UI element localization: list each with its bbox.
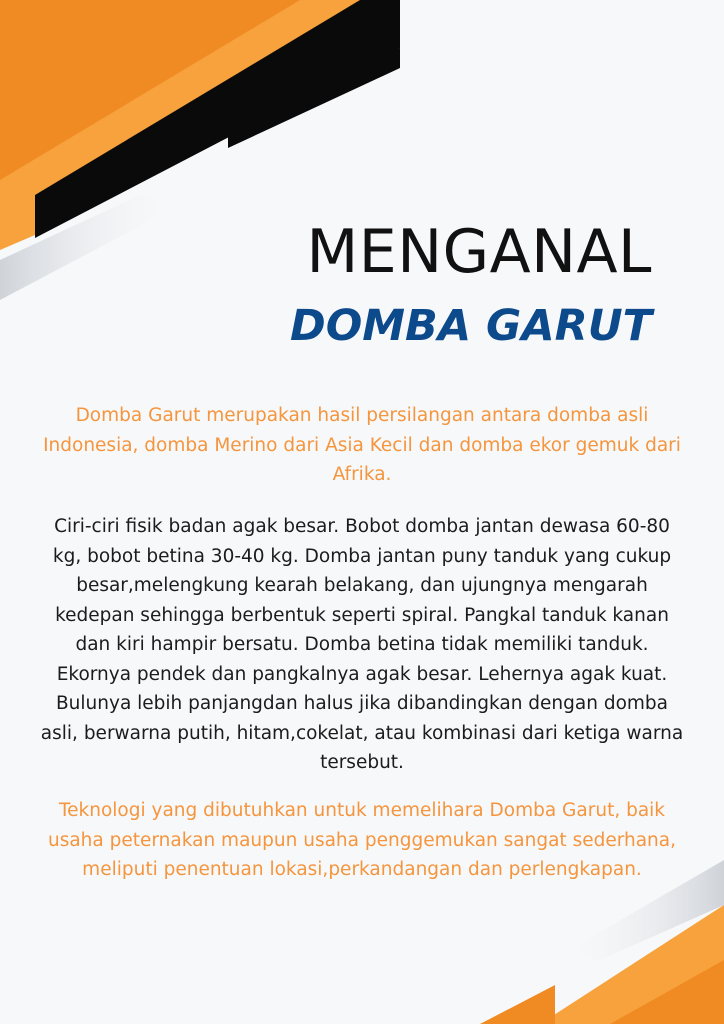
page-subtitle: DOMBA GARUT xyxy=(290,301,652,351)
traits-paragraph: Ciri-ciri fisik badan agak besar. Bobot domba jantan dewasa 60-80 kg, bobot betina 30-40 kg. Domba jantan puny tanduk yang cukup besar,melengkung kearah belakang, dan ujungnya mengarah kedepan sehingga berbentuk seperti spiral. Pangkal tanduk kanan dan kiri hampir bersatu. Domba betina tidak memiliki tanduk. Ekornya pendek dan pangkalnya agak besar. Lehernya agak kuat. Bulunya lebih panjangdan halus jika dibandingkan dengan domba asli, berwarna putih, hitam,cokelat, atau kombinasi dari ketiga warna tersebut. xyxy=(40,516,684,773)
intro-paragraph: Domba Garut merupakan hasil persilangan antara domba asli Indonesia, domba Merino dari Asia Kecil dan domba ekor gemuk dari Afrika. xyxy=(43,405,681,485)
technology-paragraph: Teknologi yang dibutuhkan untuk memelihara Domba Garut, baik usaha peternakan maupun usaha penggemukan sangat sederhana, meliputi penentuan lokasi,perkandangan dan perlengkapan. xyxy=(47,800,676,880)
bottom-right-stripes xyxy=(480,860,724,1024)
orange-stripe-bottom-small xyxy=(480,985,555,1024)
page-title: MENGANAL xyxy=(306,217,652,287)
